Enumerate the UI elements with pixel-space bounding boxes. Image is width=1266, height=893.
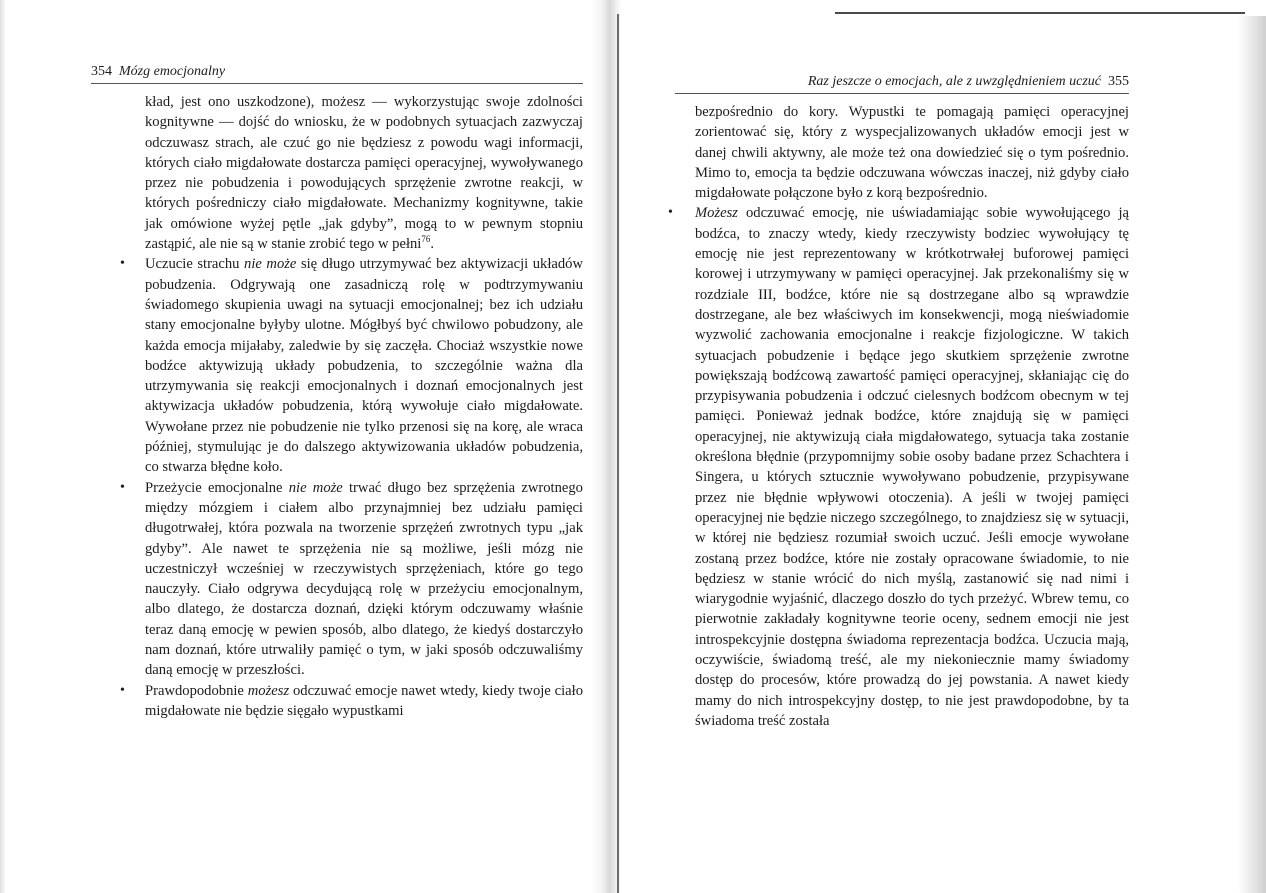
emphasis: nie może <box>244 256 297 273</box>
bullet-item <box>91 254 583 477</box>
running-head-left <box>91 63 583 84</box>
bullet-icon: • <box>120 256 125 272</box>
bullet-text: Prawdopodobnie <box>145 682 248 699</box>
gutter-line <box>617 14 619 893</box>
emphasis: możesz <box>247 682 290 699</box>
bullet-item <box>91 478 583 681</box>
left-page-body <box>91 92 583 721</box>
page-edge-shadow-left <box>0 0 6 893</box>
paragraph-text: kład, jest ono uszkodzone), możesz — wykorzystując swoje zdolności kognitywne — dojść do wniosku, że w podobnych sytuacjach zazwyczaj odczuwasz strach, ale czuć go nie będziesz z powodu wagi informacji, których ciało migdałowate dostarcza pamięci operacyjnej, wywoływanego przez nie pobudzenia i powodujących sprzężenie zwrotne reakcji, w których pośredniczy ciało migdałowate. Mechanizmy kognitywne, takie jak omówione wyżej pętle „jak gdyby”, mogą to w pewnym stopniu zastąpić, ale nie są w stanie zrobić tego w pełni <box>145 94 583 253</box>
right-page-body <box>668 102 1129 731</box>
paragraph-text: bezpośrednio do kory. Wypustki te pomagają pamięci operacyjnej zorientować się, który z wyspecjalizowanych układów emocji jest w danej chwili aktywny, ale może też ona dowiedzieć się o tym pośrednio. Mimo to, emocja ta będzie odczuwana wówczas inaczej, niż gdyby ciało migdałowate połączone było z korą bezpośrednio. <box>695 104 1129 202</box>
footnote-ref: 76 <box>421 234 431 245</box>
right-page <box>668 73 1129 731</box>
scan-top-rule <box>835 12 1245 14</box>
paragraph <box>675 102 1129 203</box>
running-head-title: Raz jeszcze o emocjach, ale z uwzględnieniem uczuć <box>807 74 1101 89</box>
bullet-icon: • <box>668 205 673 221</box>
page-number: 354 <box>91 64 112 79</box>
bullet-icon: • <box>120 479 125 495</box>
bullet-text: odczuwać emocje nawet wtedy, kiedy twoje ciało migdałowate nie będzie sięgało wypustkami <box>145 682 583 719</box>
bullet-text: Przeżycie emocjonalne <box>145 479 289 496</box>
left-page <box>91 63 583 721</box>
bullet-text: odczuwać emocję, nie uświadamiając sobie wywołującego ją bodźca, to znaczy wtedy, kiedy rzeczywisty bodziec wywołujący tę emocję nie jest reprezentowany w krótkotrwałej buforowej pamięci korowej i utrzymywany w pamięci operacyjnej. Jak przekonaliśmy się w rozdziale III, bodźce, które nie są dostrzegane albo są wprawdzie dostrzegane, ale bez właściwych im konsekwencji, mogą nieświadomie wyzwolić zachowania emocjonalne i reakcje fizjologiczne. W takich sytuacjach pobudzenie i będące jego skutkiem sprzężenie zwrotne powiększają bodźcową zawartość pamięci operacyjnej, skłaniając cię do przypisywania pobudzenia i odczuć cielesnych bodźcom obecnym w tej pamięci. Ponieważ jednak bodźce, które znajdują się w pamięci operacyjnej, nie aktywizują ciała migdałowatego, sytuacja taka zostanie określona błędnie (przypomnijmy sobie osoby badane przez Schachtera i Singera, u których sztucznie wywoływano pobudzenie, przypisywane przez nie błędnie wpływowi otoczenia). A jeśli w twojej pamięci operacyjnej nie będzie niczego szczególnego, to znajdziesz się w sytuacji, w której nie będziesz rozumiał swoich uczuć. Jeśli emocje wywołane zostaną przez bodźce, które nie zostały opracowane świadomie, to nie będziesz w stanie wrócić do nich myślą, zastanowić się nad nimi i wiarygodnie wyjaśnić, dlaczego doszło do tych przeżyć. Wbrew temu, co pierwotnie zakładały kognitywne teorie oceny, sednem emocji nie jest introspekcyjnie dostępna świadoma reprezentacja bodźca. Uczucia mają, oczywiście, świadomą treść, ale my niekoniecznie mamy świadomy dostęp do procesów, które prowadzą do jej powstania. A nawet kiedy mamy do nich introspekcyjny dostęp, to nie jest prawdopodobne, by ta świadoma treść została <box>695 205 1129 729</box>
bullet-text: Uczucie strachu <box>145 256 245 273</box>
emphasis: nie może <box>288 479 343 496</box>
bullet-item <box>91 681 583 722</box>
bullet-item <box>668 203 1129 731</box>
bullet-text: się długo utrzymywać bez aktywizacji układów pobudzenia. Odgrywają one zasadniczą rolę w podtrzymywaniu świadomego skupienia uwagi na sytuacji emocjonalnej; bez ich udziału stany emocjonalne byłyby ulotne. Mógłbyś być chwilowo pobudzony, ale każda emocja mijałaby, zaledwie by się zaczęła. Chociaż wszystkie nowe bodźce aktywizują układy pobudzenia, to szczególnie ważna dla utrzymywania się reakcji emocjonalnych i doznań emocjonalnych jest aktywizacja układów pobudzenia, którą wywołuje ciało migdałowate. Wywołane przez nie pobudzenie nie tylko przenosi się na korę, ale wraca później, stymulując je do dalszego aktywizowania układów pobudzenia, co stwarza błędne koło. <box>145 256 583 476</box>
page-number: 355 <box>1108 74 1129 89</box>
bullet-text: trwać długo bez sprzężenia zwrotnego między mózgiem i ciałem albo przynajmniej bez udziału pamięci długotrwałej, która pozwala na tworzenie sprzężeń zwrotnych typu „jak gdyby”. Ale nawet te sprzężenia nie są możliwe, jeśli mózg nie uczestniczył wcześniej w rzeczywistych sprzężeniach, które go tego nauczyły. Ciało odgrywa decydującą rolę w przeżyciu emocjonalnym, albo dlatego, że dostarcza doznań, dzięki którym odczuwamy właśnie teraz daną emocję w pewien sposób, albo dlatego, że kiedyś dostarczyło nam doznań, które utrwaliły pamięć o tym, w jaki sposób odczuwaliśmy daną emocję w przeszłości. <box>145 479 583 679</box>
paragraph: kład, jest ono uszkodzone), możesz — wykorzystując swoje zdolności kognitywne — dojść do wniosku, że w podobnych sytuacjach zazwyczaj odczuwasz strach, ale czuć go nie będziesz z powodu wagi informacji, których ciało migdałowate dostarcza pamięci operacyjnej, wywoływanego przez nie pobudzenia i powodujących sprzężenie zwrotne reakcji, w których pośredniczy ciało migdałowate. Mechanizmy kognitywne, takie jak omówione wyżej pętle „jak gdyby”, mogą to w pewnym stopniu zastąpić, ale nie są w stanie zrobić tego w pełni$^{76}$. <box>145 94 583 253</box>
page-edge-shadow-right <box>1238 16 1266 893</box>
emphasis: Możesz <box>695 205 738 222</box>
running-head-title: Mózg emocjonalny <box>119 64 226 79</box>
bullet-icon: • <box>120 682 125 698</box>
running-head-right <box>675 73 1129 94</box>
